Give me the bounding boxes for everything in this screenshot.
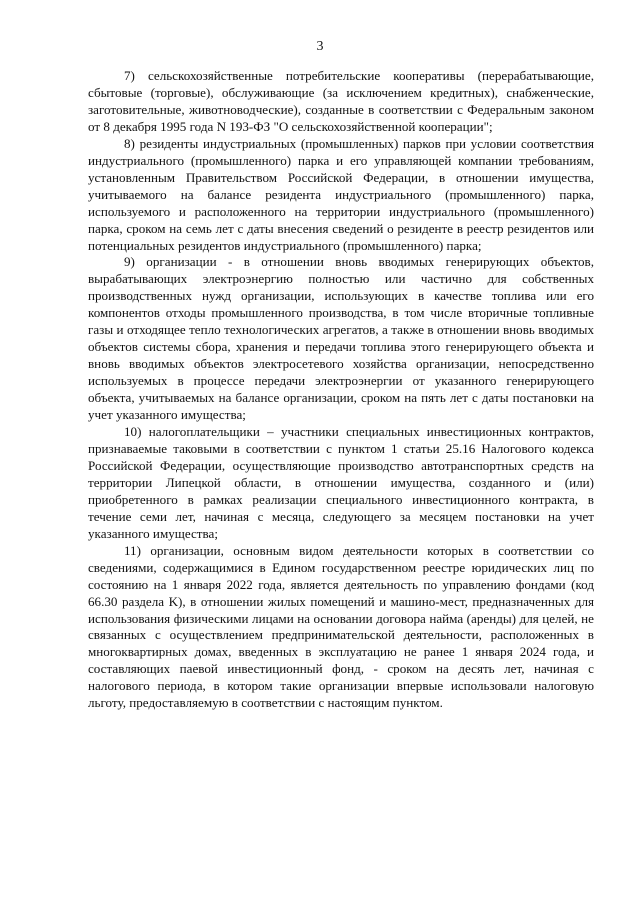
paragraph-item-11: 11) организации, основным видом деятельности которых в соответствии со сведениями, содержащимися в Едином государственном реестре юридических лиц по состоянию на 1 января 2022 года, является деятельность по управлению фондами (код 66.30 раздела K), в отношении жилых помещений и машино-мест, предназначенных для использования физическими лицами на основании договора найма (аренды) для целей, не связанных с осуществлением предпринимательской деятельности, расположенных в многоквартирных домах, введенных в эксплуатацию не ранее 1 января 2024 года, и составляющих паевой инвестиционный фонд, - сроком на десять лет, начиная с налогового периода, в котором такие организации впервые использовали налоговую льготу, предоставляемую в соответствии с настоящим пунктом. bbox=[88, 542, 594, 711]
paragraph-item-9: 9) организации - в отношении вновь вводимых генерирующих объектов, вырабатывающих электроэнергию полностью или частично для собственных производственных нужд организации, использующих в качестве топлива или его компонентов отходы промышленного производства, в том числе вторичные топливные газы и отходящее тепло технологических агрегатов, а также в отношении вновь вводимых объектов системы сбора, хранения и передачи топлива этого генерирующего объекта и вновь вводимых объектов электросетевого хозяйства организации, непосредственно используемых в процессе передачи электроэнергии от указанного генерирующего объекта, учитываемых на балансе организации, сроком на пять лет с даты постановки на учет указанного имущества; bbox=[88, 254, 594, 423]
paragraph-item-7: 7) сельскохозяйственные потребительские кооперативы (перерабатывающие, сбытовые (торговые), обслуживающие (за исключением кредитных), снабженческие, заготовительные, животноводческие), созданные в соответствии с Федеральным законом от 8 декабря 1995 года N 193-ФЗ "О сельскохозяйственной кооперации"; bbox=[88, 68, 594, 134]
document-body bbox=[88, 68, 594, 712]
page-number: 3 bbox=[316, 39, 324, 54]
paragraph-item-10: 10) налогоплательщики – участники специальных инвестиционных контрактов, признаваемые таковыми в соответствии с пунктом 1 статьи 25.16 Налогового кодекса Российской Федерации, осуществляющие производство автотранспортных средств на территории Липецкой области, в отношении имущества, созданного и (или) приобретенного в рамках реализации специального инвестиционного контракта, в течение семи лет, начиная с месяца, следующего за месяцем постановки на учет указанного имущества; bbox=[88, 424, 594, 541]
paragraph-item-8: 8) резиденты индустриальных (промышленных) парков при условии соответствия индустриального (промышленного) парка и его управляющей компании требованиям, установленным Правительством Российской Федерации, в отношении имущества, учитываемого на балансе резидента индустриального (промышленного) парка, используемого и расположенного на территории индустриального (промышленного) парка, сроком на семь лет с даты внесения сведений о резиденте в реестр резидентов или потенциальных резидентов индустриального (промышленного) парка; bbox=[88, 135, 594, 253]
